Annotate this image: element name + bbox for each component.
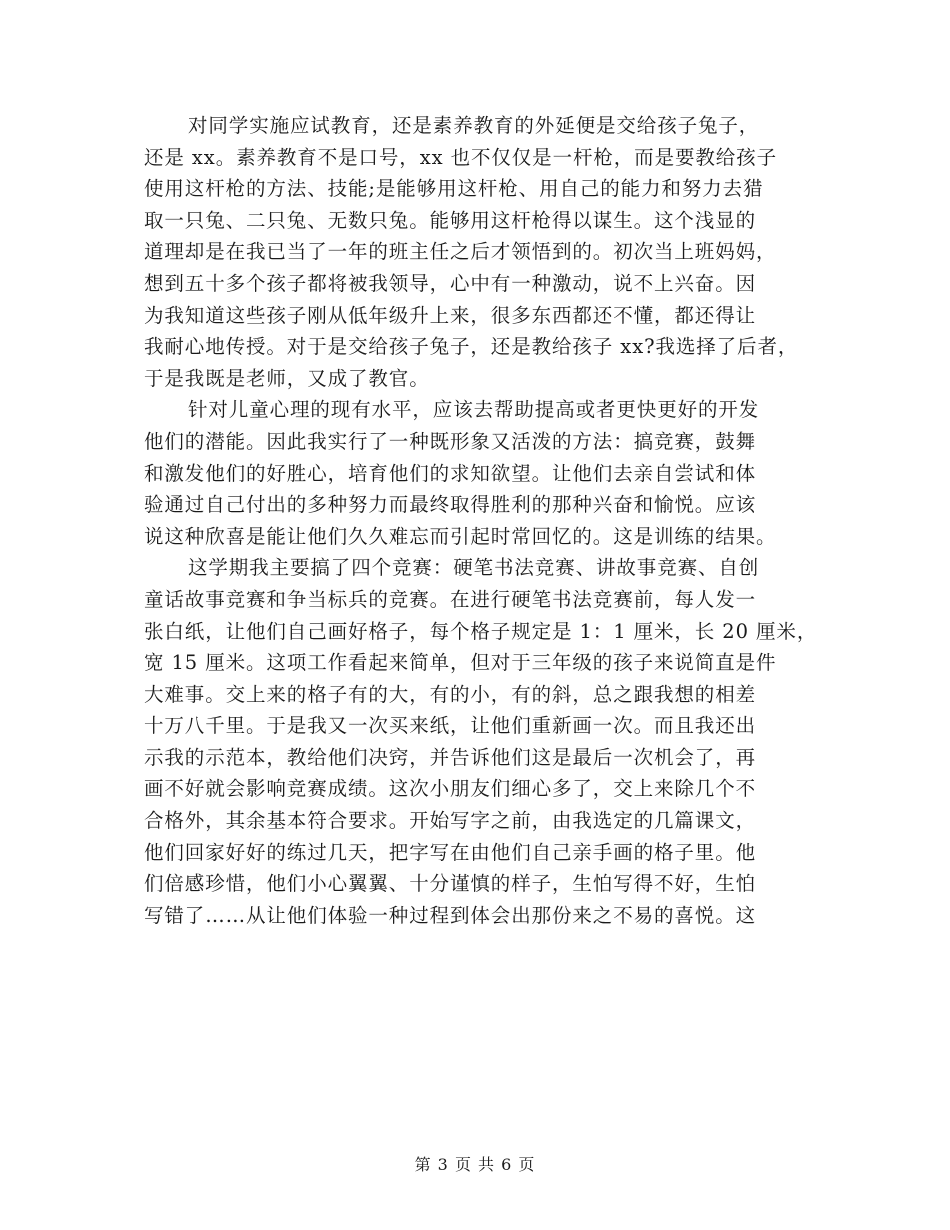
text-line: 想到五十多个孩子都将被我领导，心中有一种激动，说不上兴奋。因 <box>144 271 757 295</box>
page-number-footer: 第 3 页 共 6 页 <box>414 1155 536 1174</box>
text-line: 于是我既是老师，又成了教官。 <box>144 366 430 390</box>
text-line: 童话故事竞赛和争当标兵的竞赛。在进行硬笔书法竞赛前，每人发一 <box>144 587 757 611</box>
text-line: 们倍感珍惜，他们小心翼翼、十分谨慎的样子，生怕写得不好，生怕 <box>144 872 757 896</box>
body-text <box>144 110 824 931</box>
text-line: 针对儿童心理的现有水平，应该去帮助提高或者更快更好的开发 <box>188 398 760 422</box>
text-line: 验通过自己付出的多种努力而最终取得胜利的那种兴奋和愉悦。应该 <box>144 493 757 517</box>
text-line: 还是 xx。素养教育不是口号，xx 也不仅仅是一杆枪，而是要教给孩子 <box>144 145 777 169</box>
text-line: 为我知道这些孩子刚从低年级升上来，很多东西都还不懂，都还得让 <box>144 303 757 327</box>
text-line: 宽 15 厘米。这项工作看起来简单，但对于三年级的孩子来说简直是件 <box>144 651 777 675</box>
text-line: 张白纸，让他们自己画好格子，每个格子规定是 1：1 厘米，长 20 厘米， <box>144 619 818 643</box>
text-line: 说这种欣喜是能让他们久久难忘而引起时常回忆的。这是训练的结果。 <box>144 524 777 548</box>
text-line: 这学期我主要搞了四个竞赛：硬笔书法竞赛、讲故事竞赛、自创 <box>188 556 760 580</box>
text-line: 他们回家好好的练过几天，把字写在由他们自己亲手画的格子里。他 <box>144 840 757 864</box>
text-line: 写错了……从让他们体验一种过程到体会出那份来之不易的喜悦。这 <box>144 903 757 927</box>
text-line: 大难事。交上来的格子有的大，有的小，有的斜，总之跟我想的相差 <box>144 682 757 706</box>
text-line: 他们的潜能。因此我实行了一种既形象又活泼的方法：搞竞赛，鼓舞 <box>144 429 757 453</box>
text-line: 示我的示范本，教给他们决窍，并告诉他们这是最后一次机会了，再 <box>144 745 757 769</box>
text-line: 我耐心地传授。对于是交给孩子兔子，还是教给孩子 xx?我选择了后者， <box>144 335 799 359</box>
text-line: 对同学实施应试教育，还是素养教育的外延便是交给孩子兔子， <box>188 114 760 137</box>
text-line: 合格外，其余基本符合要求。开始写字之前，由我选定的几篇课文， <box>144 809 757 833</box>
text-line: 画不好就会影响竞赛成绩。这次小朋友们细心多了，交上来除几个不 <box>144 777 757 801</box>
text-line: 和激发他们的好胜心，培育他们的求知欲望。让他们去亲自尝试和体 <box>144 461 757 485</box>
text-line: 使用这杆枪的方法、技能;是能够用这杆枪、用自己的能力和努力去猎 <box>144 177 764 201</box>
text-line: 道理却是在我已当了一年的班主任之后才领悟到的。初次当上班妈妈， <box>144 240 777 264</box>
text-line: 十万八千里。于是我又一次买来纸，让他们重新画一次。而且我还出 <box>144 714 757 738</box>
text-line: 取一只兔、二只兔、无数只兔。能够用这杆枪得以谋生。这个浅显的 <box>144 208 757 232</box>
